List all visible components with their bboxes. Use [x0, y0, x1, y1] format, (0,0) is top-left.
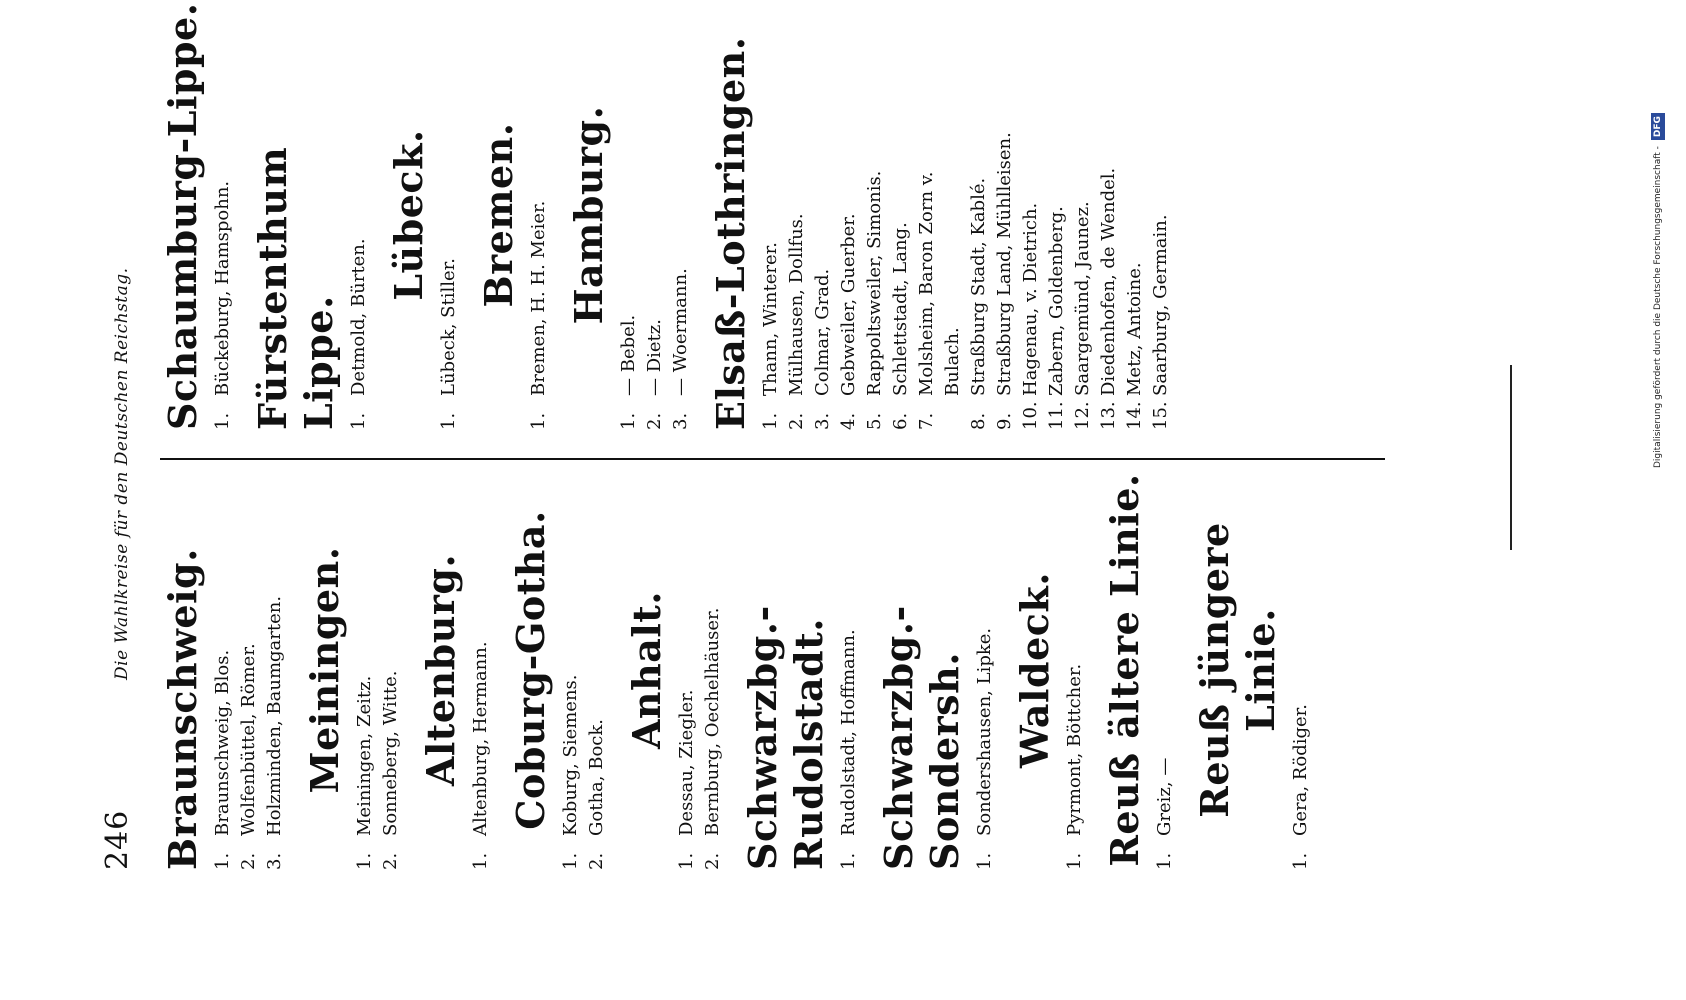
state-heading-bremen: Bremen. — [476, 122, 521, 308]
district-number: 6. — [890, 412, 911, 430]
running-title: Die Wahlkreise für den Deutschen Reichstag. — [112, 267, 132, 680]
district-text: Thann, Winterer. — [760, 242, 781, 396]
district-list-reuss-juengere-linie — [1288, 470, 1314, 870]
district-text: Saargemünd, Jaunez. — [1072, 201, 1093, 396]
district-text: Meiningen, Zeitz. — [354, 675, 375, 836]
district-entry — [1096, 0, 1122, 430]
district-entry — [352, 470, 378, 870]
district-text: Koburg, Siemens. — [560, 674, 581, 836]
district-number: 1. — [676, 852, 697, 870]
district-list-altenburg — [468, 470, 494, 870]
district-text: Hagenau, v. Dietrich. — [1020, 202, 1041, 396]
state-heading-reuss-juengere-linie: Reuß jüngere Linie. — [1192, 522, 1283, 818]
district-entry — [1070, 0, 1096, 430]
state-heading-fuerstenthum-lippe: Fürstenthum Lippe. — [250, 146, 341, 430]
district-number: 3. — [670, 412, 691, 430]
district-list-coburg-gotha — [558, 470, 610, 870]
digitization-credit — [1648, 8, 1668, 468]
state-heading-anhalt: Anhalt. — [624, 590, 669, 750]
district-number: 1. — [528, 412, 549, 430]
district-list-schwarzburg-rudolstadt — [836, 470, 862, 870]
district-entry — [1288, 470, 1314, 870]
district-entry — [758, 0, 784, 430]
district-entry — [836, 470, 862, 870]
district-number: 1. — [1064, 852, 1085, 870]
district-number: 1. — [1154, 852, 1175, 870]
district-number: 13. — [1098, 401, 1119, 430]
district-entry — [468, 470, 494, 870]
district-entry — [210, 470, 236, 870]
district-text: Gebweiler, Guerber. — [838, 213, 859, 396]
district-text: Diedenhofen, de Wendel. — [1098, 167, 1119, 396]
district-text: Rudolstadt, Hoffmann. — [838, 629, 859, 836]
district-text: Greiz, — — [1154, 757, 1175, 836]
district-number: 1. — [212, 852, 233, 870]
district-entry — [668, 0, 694, 430]
state-heading-braunschweig: Braunschweig. — [160, 548, 205, 870]
district-entry — [674, 470, 700, 870]
district-number: 2. — [702, 852, 723, 870]
district-number: 2. — [786, 412, 807, 430]
district-text: Detmold, Bürten. — [348, 238, 369, 396]
district-entry — [1152, 470, 1178, 870]
district-entry — [810, 0, 836, 430]
district-text: Sondershausen, Lipke. — [974, 627, 995, 836]
district-entry — [784, 0, 810, 430]
district-text: Gotha, Bock. — [586, 719, 607, 836]
district-entry — [888, 0, 914, 430]
state-heading-meiningen: Meiningen. — [302, 546, 347, 794]
district-list-luebeck — [436, 0, 462, 430]
district-entry — [972, 470, 998, 870]
district-number: 1. — [348, 412, 369, 430]
state-heading-waldeck: Waldeck. — [1012, 572, 1057, 768]
district-entry-continuation — [940, 0, 966, 430]
district-number: 1. — [618, 412, 639, 430]
district-entry — [236, 470, 262, 870]
district-entry — [862, 0, 888, 430]
district-number: 1. — [838, 852, 859, 870]
page-number: 246 — [100, 809, 135, 870]
digitization-credit-rotated — [1648, 8, 1668, 468]
district-text: Braunschweig, Blos. — [212, 649, 233, 836]
state-heading-luebeck: Lübeck. — [386, 129, 431, 301]
district-number: 15. — [1150, 401, 1171, 430]
district-text: Molsheim, Baron Zorn v. — [916, 171, 937, 396]
district-list-anhalt — [674, 470, 726, 870]
district-number: 2. — [380, 852, 401, 870]
district-entry — [526, 0, 552, 430]
district-list-reuss-aeltere-linie — [1152, 470, 1178, 870]
district-entry — [914, 0, 940, 430]
state-heading-reuss-aeltere-linie: Reuß ältere Linie. — [1102, 473, 1147, 867]
district-number: 1. — [1290, 852, 1311, 870]
district-entry — [584, 470, 610, 870]
district-list-schwarzburg-sondershausen — [972, 470, 998, 870]
district-entry — [966, 0, 992, 430]
district-number: 8. — [968, 412, 989, 430]
district-entry — [642, 0, 668, 430]
district-list-elsass-lothringen — [758, 0, 1174, 430]
state-heading-altenburg: Altenburg. — [418, 553, 463, 787]
district-list-waldeck — [1062, 470, 1088, 870]
district-number: 3. — [264, 852, 285, 870]
state-heading-elsass-lothringen: Elsaß-Lothringen. — [708, 36, 753, 430]
district-number: 1. — [760, 412, 781, 430]
district-entry — [992, 0, 1018, 430]
district-entry — [1044, 0, 1070, 430]
district-text: — Dietz. — [644, 318, 665, 396]
district-number: 5. — [864, 412, 885, 430]
district-entry — [262, 470, 288, 870]
district-text: Altenburg, Hermann. — [470, 641, 491, 836]
district-number: 14. — [1124, 401, 1145, 430]
district-text: Bulach. — [942, 327, 963, 396]
district-number: 2. — [644, 412, 665, 430]
page-header — [90, 10, 150, 870]
district-entry — [836, 0, 862, 430]
district-number: 7. — [916, 412, 937, 430]
district-entry — [436, 0, 462, 430]
district-number: 1. — [354, 852, 375, 870]
district-number: 9. — [994, 412, 1015, 430]
district-list-bremen — [526, 0, 552, 430]
district-entry — [1148, 0, 1174, 430]
district-number: 1. — [974, 852, 995, 870]
district-text: Bückeburg, Hamspohn. — [212, 180, 233, 396]
district-entry — [616, 0, 642, 430]
district-number: 12. — [1072, 401, 1093, 430]
district-text: — Bebel. — [618, 314, 639, 396]
district-number: 2. — [238, 852, 259, 870]
state-heading-hamburg: Hamburg. — [566, 105, 611, 325]
state-heading-schwarzburg-sondershausen: Schwarzbg.-Sondersh. — [876, 605, 967, 870]
district-entry — [378, 470, 404, 870]
district-text: Lübeck, Stiller. — [438, 258, 459, 396]
district-text: Sonneberg, Witte. — [380, 670, 401, 836]
district-text: Saarburg, Germain. — [1150, 214, 1171, 396]
district-entry — [1122, 0, 1148, 430]
district-entry — [700, 470, 726, 870]
district-text: Schlettstadt, Lang. — [890, 222, 911, 396]
district-entry — [1018, 0, 1044, 430]
left-column — [160, 470, 1328, 870]
district-number: 10. — [1020, 401, 1041, 430]
district-list-braunschweig — [210, 470, 288, 870]
district-number: 4. — [838, 412, 859, 430]
district-list-schaumburg-lippe — [210, 0, 236, 430]
district-text: Straßburg Land, Mühlleisen. — [994, 132, 1015, 396]
district-list-meiningen — [352, 470, 404, 870]
district-text: Zabern, Goldenberg. — [1046, 206, 1067, 396]
credit-text: Digitalisierung gefördert durch die Deutsche Forschungsgemeinschaft - — [1653, 146, 1663, 468]
district-entry — [346, 0, 372, 430]
district-number: 1. — [212, 412, 233, 430]
state-heading-coburg-gotha: Coburg-Gotha. — [508, 510, 553, 830]
rotated-page — [70, 0, 1670, 900]
right-column — [160, 0, 1188, 430]
district-number: 3. — [812, 412, 833, 430]
district-entry — [1062, 470, 1088, 870]
dfg-logo-icon: DFG — [1651, 113, 1665, 140]
column-divider — [160, 458, 1385, 460]
district-list-hamburg — [616, 0, 694, 430]
state-heading-schwarzburg-rudolstadt: Schwarzbg.-Rudolstadt. — [740, 605, 831, 870]
district-text: Metz, Antoine. — [1124, 262, 1145, 396]
district-text: Pyrmont, Böttcher. — [1064, 663, 1085, 836]
district-text: — Woermann. — [670, 268, 691, 396]
district-entry — [558, 470, 584, 870]
state-heading-schaumburg-lippe: Schaumburg-Lippe. — [160, 2, 205, 430]
district-text: Holzminden, Baumgarten. — [264, 595, 285, 836]
district-text: Gera, Rödiger. — [1290, 703, 1311, 836]
district-number: 1. — [560, 852, 581, 870]
district-text: Bernburg, Oechelhäuser. — [702, 607, 723, 836]
district-number: 2. — [586, 852, 607, 870]
stray-rule — [1510, 365, 1512, 550]
district-text: Mülhausen, Dollfus. — [786, 213, 807, 396]
district-text: Straßburg Stadt, Kablé. — [968, 177, 989, 396]
district-number: 11. — [1046, 401, 1067, 430]
district-text: Bremen, H. H. Meier. — [528, 200, 549, 396]
district-list-fuerstenthum-lippe — [346, 0, 372, 430]
district-number: 1. — [438, 412, 459, 430]
district-number: 1. — [470, 852, 491, 870]
district-entry — [210, 0, 236, 430]
district-text: Wolfenbüttel, Römer. — [238, 643, 259, 836]
district-text: Dessau, Ziegler. — [676, 689, 697, 836]
district-text: Rappoltsweiler, Simonis. — [864, 170, 885, 396]
district-text: Colmar, Grad. — [812, 268, 833, 396]
